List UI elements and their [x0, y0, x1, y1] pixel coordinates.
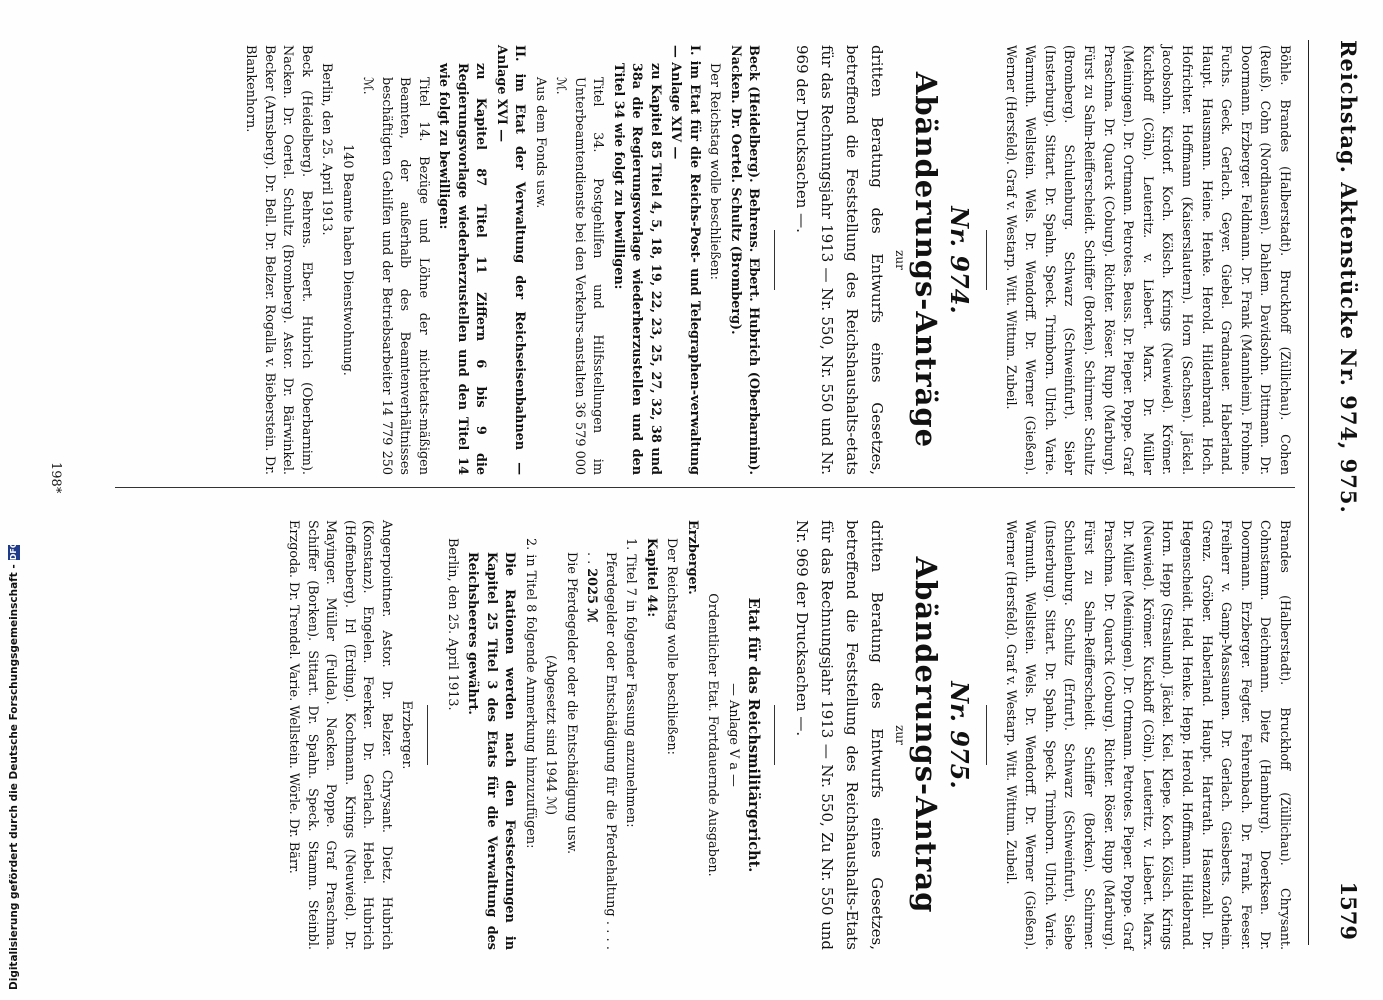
signatories: Angerpointner. Astor. Dr. Belzer. Chrysant. Dietz. Hubrich (Konstanz). Engelen. Feerker. Dr. Gerlach. Hebel. Hubrich (Hoffenberg). Irl (Erding). Kochmann. Krings (Neuwied). Dr. Mayinger. Müller (Fulda). Nacken. Poppe. Graf Praschma. Schiffer (Borken). Sittart. Dr. Spahn. Speck. Stamm. Steinbl. Erzgoda. Dr. Trendel. Varie. Wellstein. Wörle. Dr. Bärr. [286, 520, 394, 950]
section-i-title: Titel 34. Postgehilfen und Hilfsstellungen im Unterbeamtendienste bei den Verkehrs-anstalten 36 579 000 ℳ. [553, 77, 606, 475]
document-number: Nr. 975. [945, 681, 975, 789]
separator [427, 705, 428, 765]
date-line: Berlin, den 25. April 1913. [444, 538, 460, 711]
resolve-text: Der Reichstag wolle beschließen: [664, 538, 680, 755]
digitization-note-text [4, 10, 24, 990]
section-ii-text: zu Kapitel 87 Titel 11 Ziffern 6 bis 9 die Regierungsvorlage wiederherzustellen und den Titel 14 wie folgt zu bewilligen: [436, 63, 489, 475]
movers: Beck (Heidelberg). Behrens. Ebert. Hubrich (Oberbarnim). Nacken. Dr. Oertel. Schultz (Bromberg). [727, 45, 762, 475]
separator [774, 705, 775, 765]
expense-heading: Ordentlicher Etat. Fortdauernde Ausgaben. [705, 593, 721, 877]
signatories: Beck (Heidelberg). Behrens. Ebert. Hubrich (Oberbarnim). Nacken. Dr. Oertel. Schultz (Bromberg). Astor. Dr. Bärwinkel. Becker (Arnsberg). Dr. Bell. Dr. Belzer. Rogalla v. Bieberstein. Dr. Blankenhorn. [243, 45, 314, 475]
separator [986, 705, 987, 765]
etat-heading: Etat für das Reichsmilitärgericht. [745, 597, 763, 873]
page-header [1325, 40, 1365, 940]
item-1-note: Die Pferdegelder oder die Entschädigung usw. [563, 552, 579, 855]
separator [774, 230, 775, 290]
running-head: Reichstag. Aktenstücke Nr. 974, 975. [1336, 40, 1361, 514]
signer-head: Erzberger. [399, 700, 415, 770]
page-number: 1579 [1336, 881, 1361, 940]
section-ii: II. im Etat der Verwaltung der Reichseisenbahnen — Anlage XVI — [493, 45, 528, 475]
document-kind: Abänderungs-Anträge [909, 71, 944, 449]
left-column [239, 45, 1295, 475]
column-divider [115, 487, 1295, 488]
right-column [282, 520, 1295, 950]
header-rule [1308, 40, 1309, 945]
item-2: 2. in Titel 8 folgende Anmerkung hinzuzufügen: [522, 538, 538, 849]
section-i-text: zu Kapitel 85 Titel 4, 5, 18, 19, 22, 23, 25, 27, 32, 38 und 38a die Regierungsvorlage wiederherzustellen und den Titel 34 wie folgt zu bewilligen: [610, 63, 663, 475]
digitization-note [4, 10, 24, 990]
item-1-line: Pferdegelder oder Entschädigung für die Pferdehaltung . . . . . . 2025 ℳ [584, 552, 618, 950]
section-i: I. im Etat für die Reichs-Post- und Telegraphen-verwaltung — Anlage XIV — [668, 45, 702, 475]
dfg-logo: DFG [9, 541, 18, 561]
member-list: Brandes (Halberstadt). Bruckhoff (Züllichau). Chrysant. Cohnstamm. Deichmann. Dietz (Hamburg). Doerksen. Dr. Doormann. Erzberger. Fegter. Fehrenbach. Dr. Frank. Feeser. Freiherr v. Gamp-Massaunen. Dr. Gerlach. Giesberts. Gothein. Grenz. Gröber. Haberland. Haupt. Hartrath. Hasenzahl. Dr. Hegenscheidt. Held. Henke. Hepp. Herold. Hoffmann. Hildebrand. Horn. Hepp (Straslund). Jäckel. Kiel. Klepe. Koch. Kölsch. Krings (Neuwied). Krömer. Kuckhoff (Cöln). Leuteritz. v. Liebert. Marx. Dr. Müller (Meiningen). Dr. Ortmann. Petrotes. Pieper. Poppe. Graf Praschma. Dr. Quarck (Coburg). Richter. Röser. Rupp (Marburg). Fürst zu Salm-Reifferscheidt. Schiffer (Borken). Schirmer. Schulenburg. Schultz (Erfurt). Schwarz (Schweinfurt). Siebe (Insterburg). Sittart. Dr. Spahn. Speck. Trimborn. Ulrich. Varie. Warmuth. Wellstein. Wels. Dr. Wendorff. Dr. Werner (Gießen). Werner (Hersfeld). Graf v. Westarp. Witt. Wittum. Zubeil. [1003, 520, 1293, 950]
document-title: dritten Beratung des Entwurfs eines Gesetzes, betreffend die Feststellung des Reichshaushalts-etats für das Rechnungsjahr 1913 — Nr. 550, Nr. 550 und Nr. 969 der Drucksachen —. [793, 45, 887, 475]
mover: Erzberger. [684, 520, 700, 595]
section-i-fonds: Aus dem Fonds usw. [532, 77, 548, 209]
member-list: Böhle. Brandes (Halberstadt). Bruckhoff (Züllichau). Cohen (Reuß). Cohn (Nordhausen). Dahlem. Davidsohn. Dittmann. Dr. Doormann. Erzberger. Feldmann. Dr. Frank (Mannheim). Frohme. Fuchs. Geck. Gerlach. Geyer. Giebel. Gradnauer. Haberland. Haupt. Hausmann. Heine. Henke. Herold. Hildenbrand. Hoch. Hofrichter. Hoffmann (Kaiserslautern). Horn (Sachsen). Jäckel. Jacobsohn. Kirdorf. Koch. Kölsch. Krings (Neuwied). Krömer. Kuckhoff (Cöln). Leuteritz. v. Liebert. Marx. Dr. Müller (Meiningen). Dr. Ortmann. Petrotes. Beuss. Dr. Pieper. Poppe. Graf Praschma. Dr. Quarck (Coburg). Richter. Röser. Rupp (Marburg). Fürst zu Salm-Reifferscheidt. Schiffer (Borken). Schirmer. Schultz (Bromberg). Schulenburg. Schwarz (Schweinfurt). Siebr (Insterburg). Sittart. Dr. Spahn. Speck. Trimborn. Ulrich. Varie. Warmuth. Wellstein. Wels. Dr. Wendorff. Dr. Werner (Gießen). Werner (Hersfeld). Graf v. Westarp. Witt. Wittum. Zubeil. [1003, 45, 1293, 475]
sheet-number: 198* [48, 462, 63, 494]
anlage-label: — Anlage V a — [725, 683, 741, 787]
document-number: Nr. 974. [945, 206, 975, 314]
item-1: 1. Titel 7 in folgender Fassung anzunehmen: [623, 538, 639, 828]
document-kind: Abänderungs-Antrag [909, 556, 944, 914]
item-1-amount: 2025 ℳ [584, 568, 600, 623]
section-ii-title: Titel 14. Bezüge und Löhne der nichtetats-mäßigen Beamten, der außerhalb des Beamtenverhältnisses beschäftigten Gehilfen und der Betriebsarbeiter 14 779 250 ℳ. [360, 77, 431, 475]
separator [986, 230, 987, 290]
section-ii-note: 140 Beamte haben Dienstwohnung. [339, 144, 355, 376]
item-2-text: Die Rationen werden nach den Festsetzungen in Kapitel 25 Titel 3 des Etats für die Verwaltung des Reichsheeres gewährt. [465, 552, 518, 950]
resolve-text: Der Reichstag wolle beschließen: [707, 63, 723, 280]
item-1-deduction: (Abgesetzt sind 1944 ℳ) [543, 655, 559, 815]
zur-label: zur [893, 725, 908, 745]
zur-label: zur [893, 250, 908, 270]
item-1-text: Pferdegelder oder Entschädigung für die Pferdehaltung [602, 552, 618, 917]
document-title: dritten Beratung des Entwurfs eines Gesetzes, betreffend die Feststellung des Reichshaushalts-Etats für das Rechnungsjahr 1913 — Nr. 550, Zu Nr. 550 und Nr. 969 der Drucksachen —. [793, 520, 887, 950]
sidenote-text: Digitalisierung gefördert durch die Deutsche Forschungsgemeinschaft - [8, 564, 20, 990]
date-line: Berlin, den 25. April 1913. [319, 63, 335, 236]
kapitel-heading: Kapitel 44: [643, 538, 659, 618]
